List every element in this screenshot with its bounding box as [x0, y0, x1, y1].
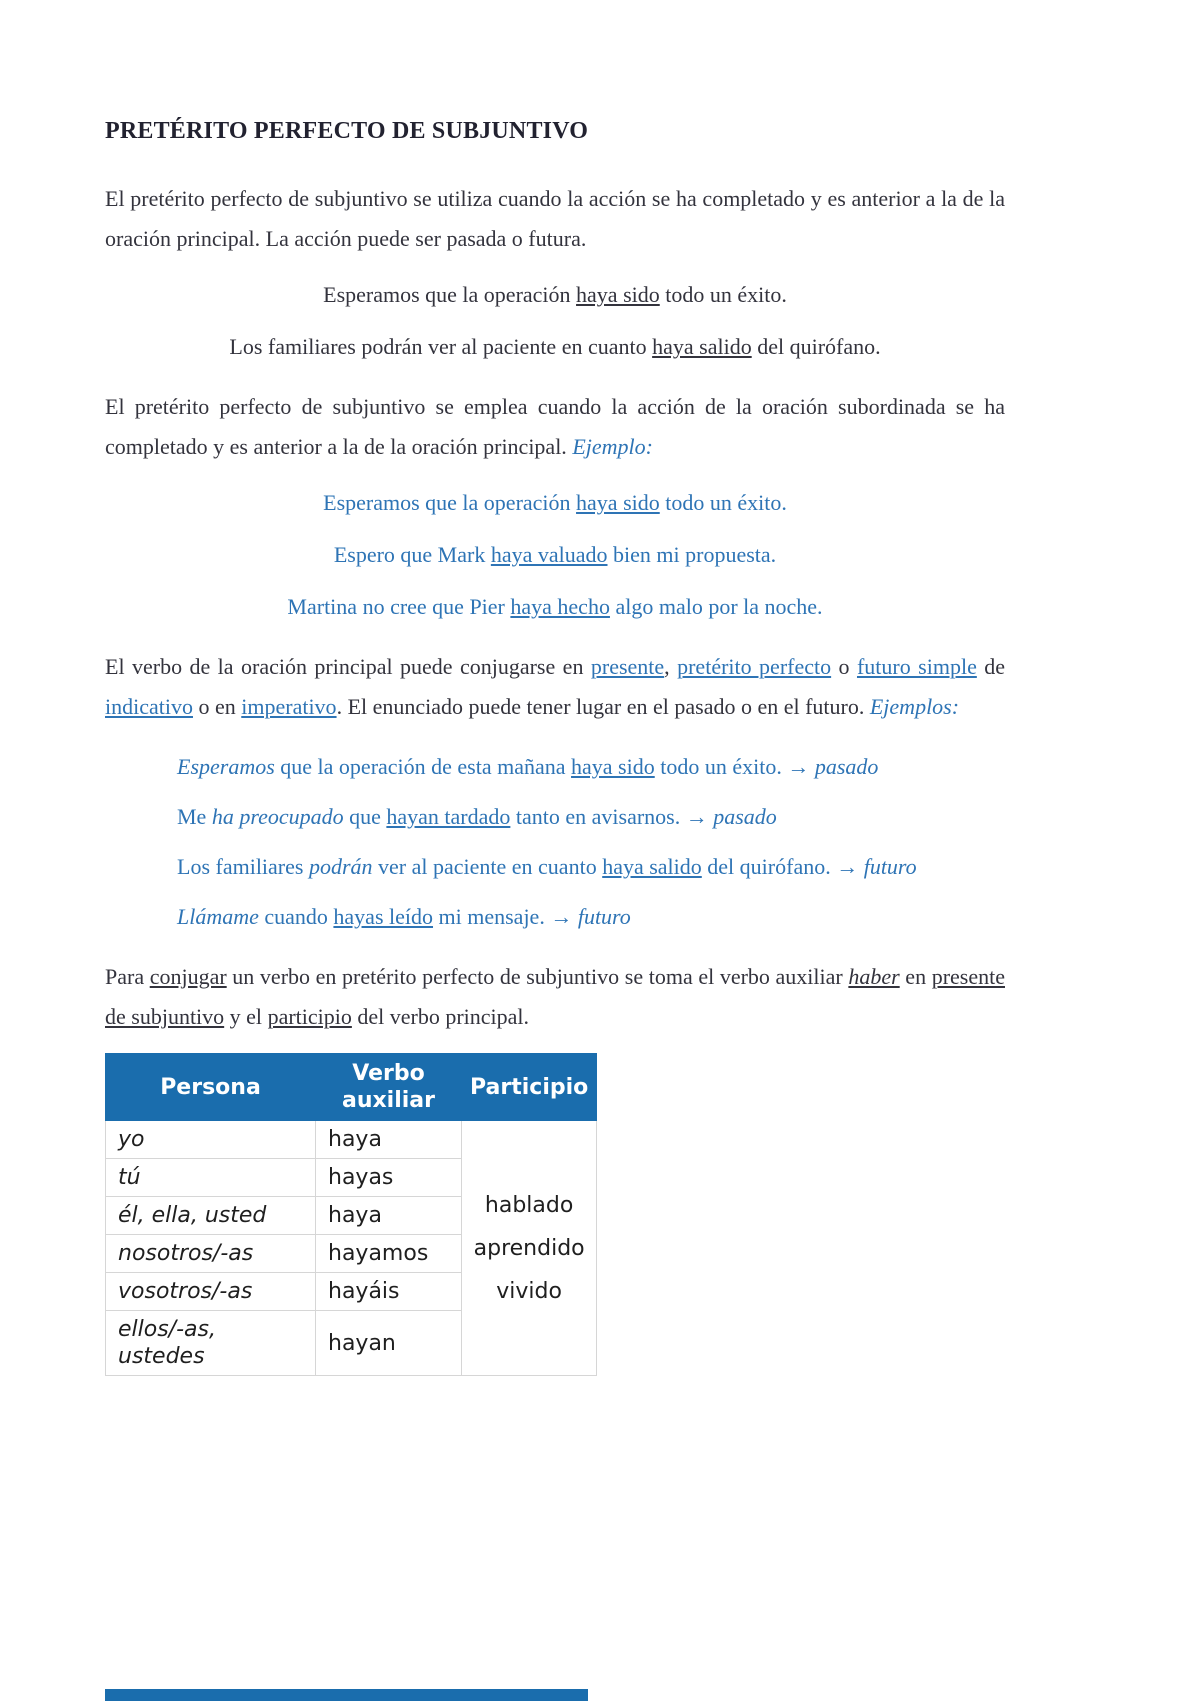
usage-paragraph	[105, 387, 1005, 467]
participio-word: aprendido	[473, 1235, 585, 1261]
blue-example-2	[105, 535, 1005, 575]
header-participio: Participio	[462, 1054, 597, 1121]
text-run: pasado	[713, 804, 777, 829]
text-run: haya valuado	[490, 542, 608, 567]
text-run: del quirófano.	[701, 854, 837, 879]
link-preterito-perfecto[interactable]: pretérito perfecto	[677, 654, 832, 679]
blue-example-3	[105, 587, 1005, 627]
text-run: hayas leído	[333, 904, 434, 929]
persona-cell: yo	[106, 1121, 316, 1159]
participio-word: hablado	[484, 1192, 574, 1218]
text-run: El verbo de la oración principal puede conjugarse en	[105, 654, 591, 679]
text-run: todo un éxito.	[654, 754, 788, 779]
text-run: Llámame	[177, 904, 259, 929]
text-run: del verbo principal.	[351, 1004, 530, 1029]
text-run: del quirófano.	[751, 334, 881, 359]
text-run: conjugar	[149, 964, 227, 989]
text-run: →	[550, 904, 578, 929]
link-imperativo[interactable]: imperativo	[241, 694, 337, 719]
aux-verb-cell: hayan	[316, 1311, 462, 1376]
arrow-example-1	[105, 747, 1005, 787]
example-line-2	[105, 327, 1005, 367]
text-run: haya hecho	[510, 594, 610, 619]
text-run: participio	[267, 1004, 352, 1029]
persona-cell: él, ella, usted	[106, 1197, 316, 1235]
aux-verb-cell: hayamos	[316, 1235, 462, 1273]
participio-word: vivido	[496, 1278, 562, 1304]
text-run: El pretérito perfecto de subjuntivo se emplea cuando la acción de la oración subordinada se ha completado y es anterior a la de la oración principal.	[105, 394, 1005, 459]
aux-verb-cell: hayas	[316, 1159, 462, 1197]
text-run: El pretérito perfecto de subjuntivo se utiliza cuando la acción se ha completado y es anterior a la de la oración principal. La acción puede ser pasada o futura.	[105, 186, 1005, 251]
text-run: que la operación de esta mañana	[274, 754, 572, 779]
conjugation-paragraph	[105, 957, 1005, 1037]
text-run: Martina no cree que Pier	[287, 594, 511, 619]
table-row	[106, 1121, 597, 1159]
text-run: bien mi propuesta.	[607, 542, 777, 567]
persona-cell: nosotros/-as	[106, 1235, 316, 1273]
text-run: haya salido	[602, 854, 702, 879]
text-run: hayan tardado	[386, 804, 511, 829]
text-run: Esperamos que la operación	[323, 282, 577, 307]
text-run: que	[343, 804, 387, 829]
text-run: o	[831, 654, 857, 679]
persona-cell: vosotros/-as	[106, 1273, 316, 1311]
text-run: Los familiares podrán ver al paciente en cuanto	[229, 334, 653, 359]
text-run: →	[685, 804, 714, 829]
text-run: todo un éxito.	[659, 490, 787, 515]
persona-cell: ellos/-as, ustedes	[106, 1311, 316, 1376]
text-run: tanto en avisarnos.	[510, 804, 686, 829]
next-table-header-partial	[105, 1689, 588, 1701]
text-run: haya sido	[571, 754, 655, 779]
text-run: todo un éxito.	[659, 282, 787, 307]
text-run: futuro	[577, 904, 631, 929]
aux-verb-cell: hayáis	[316, 1273, 462, 1311]
text-run: Los familiares	[177, 854, 309, 879]
text-run: futuro	[863, 854, 917, 879]
intro-paragraph	[105, 179, 1005, 259]
example-line-1	[105, 275, 1005, 315]
header-persona: Persona	[106, 1054, 316, 1121]
conjugation-table	[105, 1053, 597, 1376]
header-verbo-auxiliar: Verbo auxiliar	[316, 1054, 462, 1121]
text-run: en	[899, 964, 932, 989]
link-presente[interactable]: presente	[590, 654, 665, 679]
participio-cell	[462, 1121, 597, 1376]
aux-verb-cell: haya	[316, 1121, 462, 1159]
text-run: haya sido	[576, 282, 660, 307]
link-indicativo[interactable]: indicativo	[105, 694, 193, 719]
text-run: Esperamos	[177, 754, 275, 779]
persona-cell: tú	[106, 1159, 316, 1197]
arrow-example-3	[105, 847, 1005, 887]
text-run: pasado	[814, 754, 879, 779]
text-run: →	[836, 854, 864, 879]
text-run: cuando	[258, 904, 334, 929]
arrow-example-2	[105, 797, 1005, 837]
text-run: Ejemplo:	[572, 434, 653, 459]
text-run: de	[976, 654, 1006, 679]
text-run: haya sido	[576, 490, 660, 515]
text-run: un verbo en pretérito perfecto de subjuntivo se toma el verbo auxiliar	[226, 964, 849, 989]
text-run: podrán	[308, 854, 373, 879]
aux-verb-cell: haya	[316, 1197, 462, 1235]
text-run: y el	[224, 1004, 268, 1029]
text-run: →	[787, 754, 815, 779]
arrow-example-4	[105, 897, 1005, 937]
text-run: Esperamos que la operación	[323, 490, 577, 515]
text-run: . El enunciado puede tener lugar en el pasado o en el futuro.	[336, 694, 870, 719]
text-run: haya salido	[652, 334, 752, 359]
text-run: Espero que Mark	[333, 542, 491, 567]
text-run: Me	[177, 804, 212, 829]
text-run: ha preocupado	[211, 804, 344, 829]
text-run: o en	[192, 694, 242, 719]
text-run: Para	[105, 964, 150, 989]
text-run: haber	[848, 964, 900, 989]
blue-example-1	[105, 483, 1005, 523]
text-run: ,	[664, 654, 678, 679]
conjugation-table-body	[106, 1121, 597, 1376]
text-run: ver al paciente en cuanto	[372, 854, 603, 879]
text-run: Ejemplos:	[869, 694, 960, 719]
table-header-row	[106, 1054, 597, 1121]
link-futuro-simple[interactable]: futuro simple	[856, 654, 977, 679]
verb-forms-paragraph	[105, 647, 1005, 727]
text-run: algo malo por la noche.	[609, 594, 823, 619]
text-run: presente de subjuntivo	[105, 964, 1005, 1029]
page-title: PRETÉRITO PERFECTO DE SUBJUNTIVO	[105, 118, 589, 144]
text-run: mi mensaje.	[433, 904, 551, 929]
